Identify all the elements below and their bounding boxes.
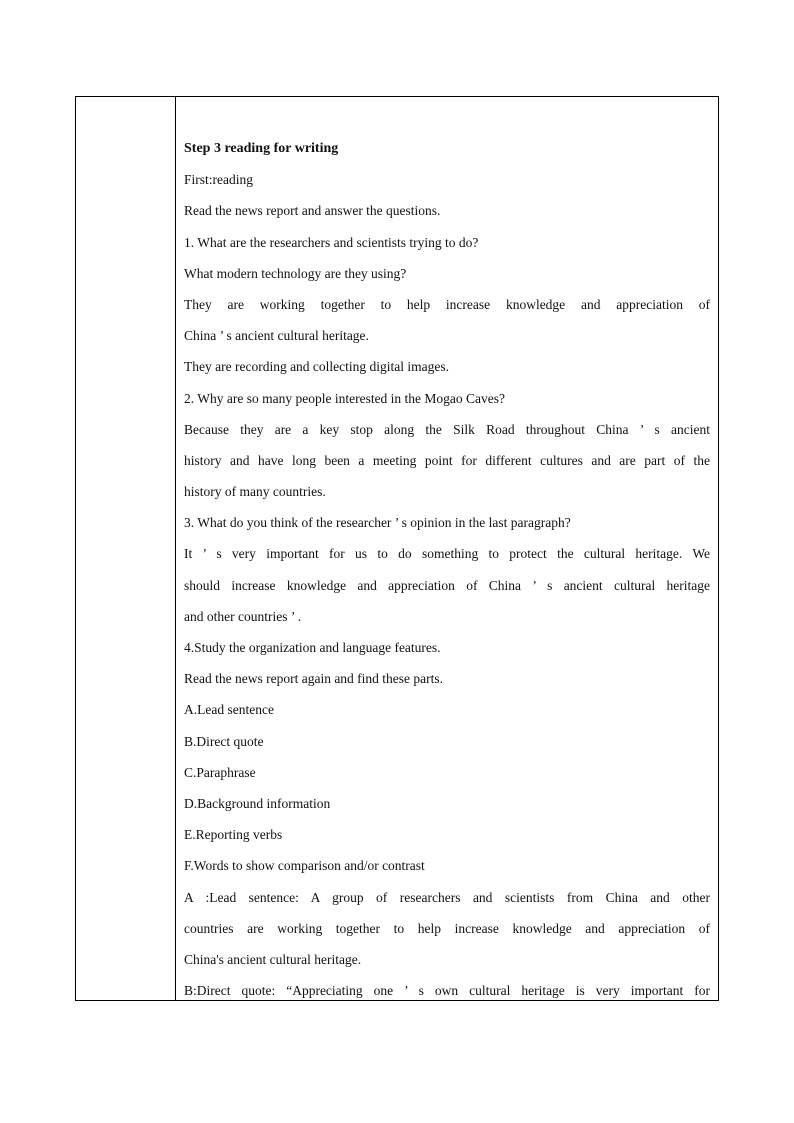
text-line: 1. What are the researchers and scientists trying to do? xyxy=(184,234,479,250)
text-line: It ’ s very important for us to do something to protect the cultural heritage. We xyxy=(184,546,710,562)
text-line: 4.Study the organization and language features. xyxy=(184,640,441,655)
text-line: F.Words to show comparison and/or contrast xyxy=(184,858,425,874)
text-line: D.Background information xyxy=(184,795,331,811)
text-line: E.Reporting verbs xyxy=(184,827,283,843)
text-line: history of many countries. xyxy=(184,484,326,500)
text-line: 2. Why are so many people interested in the Mogao Caves? xyxy=(184,390,506,406)
text-line: countries are working together to help increase knowledge and appreciation of xyxy=(184,920,710,936)
text-line: C.Paraphrase xyxy=(184,764,256,780)
text-line: They are recording and collecting digital images. xyxy=(184,359,450,375)
text-line: B.Direct quote xyxy=(184,733,264,749)
text-line: history and have long been a meeting point for different cultures and are part of the xyxy=(184,452,710,468)
text-line: A.Lead sentence xyxy=(184,702,274,718)
step-heading: Step 3 reading for writing xyxy=(184,141,339,156)
text-line: should increase knowledge and appreciation of China ’ s ancient cultural heritage xyxy=(184,577,710,593)
text-line: They are working together to help increase knowledge and appreciation of xyxy=(184,296,710,312)
text-line: A :Lead sentence: A group of researchers and scientists from China and other xyxy=(184,889,710,905)
text-line: First:reading xyxy=(184,172,253,188)
text-line: What modern technology are they using? xyxy=(184,265,407,281)
text-line: B:Direct quote: “Appreciating one ’ s own cultural heritage is very important for xyxy=(184,983,710,999)
text-line: China's ancient cultural heritage. xyxy=(184,951,362,967)
table-left-cell xyxy=(76,97,176,1000)
text-line: China ’ s ancient cultural heritage. xyxy=(184,328,369,344)
text-line: Because they are a key stop along the Silk Road throughout China ’ s ancient xyxy=(184,421,710,437)
text-line: Read the news report again and find these parts. xyxy=(184,671,444,687)
text-line: and other countries ’ . xyxy=(184,608,302,624)
lesson-table xyxy=(75,96,719,1001)
text-line: 3. What do you think of the researcher ’ s opinion in the last paragraph? xyxy=(184,515,571,531)
table-content-cell xyxy=(176,97,718,1000)
text-line: Read the news report and answer the questions. xyxy=(184,203,441,219)
